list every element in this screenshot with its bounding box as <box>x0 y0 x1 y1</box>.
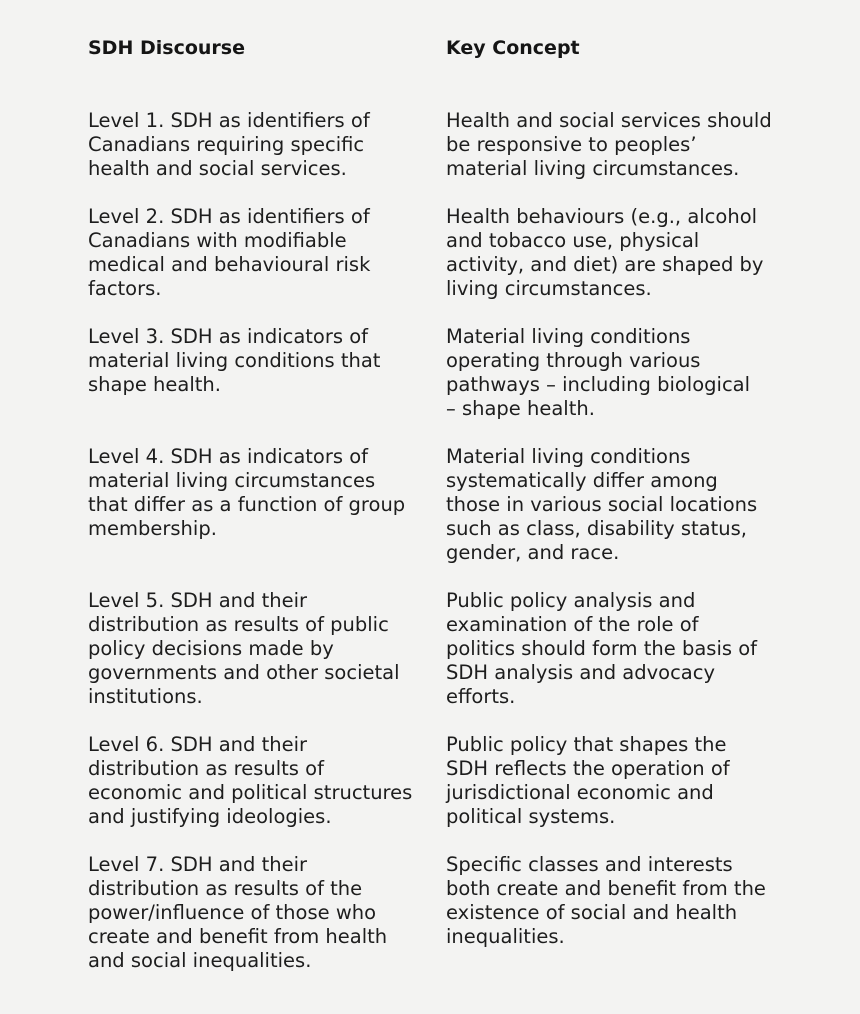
level-3-discourse: Level 3. SDH as indicators of material living conditions that shape health. <box>88 325 381 396</box>
level-5-concept: Public policy analysis and examination of the role of politics should form the basis of SDH analysis and advocacy efforts. <box>446 589 758 708</box>
level-1-concept: Health and social services should be responsive to peoples’ material living circumstances. <box>446 109 772 180</box>
level-2-discourse: Level 2. SDH as identifiers of Canadians with modifiable medical and behavioural risk factors. <box>88 205 371 300</box>
level-7-concept: Specific classes and interests both create and benefit from the existence of social and health inequalities. <box>446 853 766 948</box>
level-6-concept: Public policy that shapes the SDH reflects the operation of jurisdictional economic and political systems. <box>446 733 730 828</box>
level-4-concept: Material living conditions systematically differ among those in various social locations such as class, disability status, gender, and race. <box>446 445 758 564</box>
level-4-discourse: Level 4. SDH as indicators of material living circumstances that differ as a function of group membership. <box>88 445 406 540</box>
level-5-discourse: Level 5. SDH and their distribution as results of public policy decisions made by governments and other societal institutions. <box>88 589 400 708</box>
level-6-discourse: Level 6. SDH and their distribution as results of economic and political structures and justifying ideologies. <box>88 733 413 828</box>
level-2-concept: Health behaviours (e.g., alcohol and tobacco use, physical activity, and diet) are shaped by living circumstances. <box>446 205 764 300</box>
level-3-concept: Material living conditions operating through various pathways – including biological – shape health. <box>446 325 751 420</box>
level-1-discourse: Level 1. SDH as identifiers of Canadians requiring specific health and social services. <box>88 109 370 180</box>
header-sdh-discourse: SDH Discourse <box>88 37 245 59</box>
header-key-concept: Key Concept <box>446 37 580 59</box>
level-7-discourse: Level 7. SDH and their distribution as results of the power/influence of those who create and benefit from health and social inequalities. <box>88 853 388 972</box>
